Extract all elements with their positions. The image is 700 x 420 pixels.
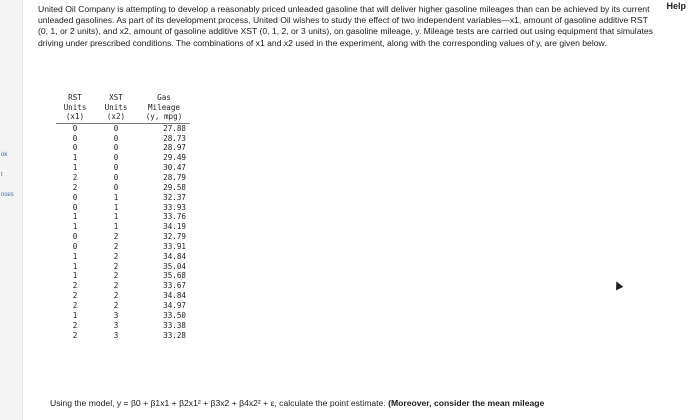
gas-header-line-1: Gas — [157, 93, 171, 102]
gas-cell: 33.28 — [163, 330, 186, 340]
rst-cell: 1 — [72, 212, 78, 222]
xst-cell: 2 — [113, 241, 119, 251]
xst-cell: 0 — [113, 182, 119, 192]
xst-cell: 0 — [113, 173, 119, 182]
rst-cell: 1 — [72, 261, 78, 271]
table-row — [56, 252, 190, 262]
question — [50, 398, 690, 409]
xst-cell: 3 — [113, 310, 119, 320]
question-bold-text: (Moreover, consider the mean mileage — [388, 398, 545, 408]
rst-header-line-2: Units — [63, 102, 87, 112]
gas-cell: 28.73 — [163, 133, 186, 143]
xst-cell: 1 — [113, 202, 119, 212]
gas-header-line-2: Mileage — [147, 102, 180, 112]
xst-header — [94, 93, 138, 123]
rst-cell: 0 — [72, 123, 78, 133]
table-row — [56, 242, 190, 252]
gas-cell: 29.49 — [163, 153, 186, 163]
gas-cell: 29.58 — [163, 182, 186, 192]
sidebar-item-2[interactable]: t — [1, 172, 3, 178]
table-row — [56, 193, 190, 203]
gas-header-line-3: (y, mpg) — [145, 112, 183, 122]
gas-cell: 28.79 — [163, 173, 186, 182]
table-row — [56, 203, 190, 213]
gas-cell: 34.97 — [163, 300, 186, 310]
rst-cell: 2 — [72, 182, 78, 192]
rst-cell: 2 — [72, 281, 78, 291]
gas-cell: 32.37 — [163, 192, 186, 202]
xst-header-line-3: (x2) — [106, 112, 126, 122]
xst-header-line-2: Units — [104, 102, 128, 112]
rst-cell: 1 — [72, 163, 78, 173]
table-row — [56, 281, 190, 291]
xst-cell: 2 — [113, 251, 119, 261]
table-row — [56, 232, 190, 242]
mouse-cursor-icon — [613, 280, 624, 291]
gas-cell: 33.67 — [163, 281, 186, 291]
table-row — [56, 331, 190, 341]
table-row — [56, 311, 190, 321]
table-body — [56, 123, 190, 340]
gas-cell: 27.88 — [163, 123, 186, 133]
table-row — [56, 321, 190, 331]
xst-cell: 2 — [113, 232, 119, 242]
gas-cell: 33.76 — [163, 212, 186, 222]
rst-header — [56, 93, 94, 123]
gas-cell: 34.84 — [163, 251, 186, 261]
gas-cell: 35.68 — [163, 271, 186, 281]
rst-cell: 1 — [72, 153, 78, 163]
gas-cell: 34.19 — [163, 222, 186, 232]
rst-cell: 1 — [72, 271, 78, 281]
rst-cell: 2 — [72, 173, 78, 182]
xst-cell: 1 — [113, 192, 119, 202]
sidebar-item-3[interactable]: nces — [1, 192, 14, 198]
table-row — [56, 212, 190, 222]
rst-cell: 1 — [72, 251, 78, 261]
help-edge-icon — [694, 1, 700, 13]
gas-header — [138, 93, 190, 123]
table-row — [56, 134, 190, 144]
xst-cell: 2 — [113, 300, 119, 310]
rst-cell: 1 — [72, 222, 78, 232]
rst-cell: 0 — [72, 232, 78, 242]
gas-cell: 33.93 — [163, 202, 186, 212]
xst-cell: 2 — [113, 281, 119, 291]
gas-cell: 30.47 — [163, 163, 186, 173]
xst-cell: 0 — [113, 153, 119, 163]
left-sidebar — [0, 0, 23, 420]
rst-cell: 0 — [72, 133, 78, 143]
rst-header-line-3: (x1) — [65, 112, 85, 122]
table-row — [56, 262, 190, 272]
table-row — [56, 173, 190, 183]
table-row — [56, 123, 190, 133]
data-table — [56, 93, 190, 340]
gas-cell: 28.97 — [163, 143, 186, 153]
table-row — [56, 183, 190, 193]
table-row — [56, 271, 190, 281]
table-row — [56, 301, 190, 311]
table-row — [56, 153, 190, 163]
rst-cell: 2 — [72, 320, 78, 330]
table-header-row — [56, 93, 190, 123]
gas-cell: 34.84 — [163, 291, 186, 301]
xst-cell: 1 — [113, 212, 119, 222]
question-text: Using the model, y = β0 + β1x1 + β2x1² + β3x2 + β4x2² + ε, calculate the point estimate. — [50, 398, 386, 408]
help-link[interactable]: Help — [666, 1, 686, 11]
rst-cell: 0 — [72, 241, 78, 251]
rst-cell: 0 — [72, 192, 78, 202]
xst-cell: 0 — [113, 143, 119, 153]
xst-cell: 0 — [113, 163, 119, 173]
gas-cell: 33.91 — [163, 241, 186, 251]
xst-cell: 3 — [113, 320, 119, 330]
xst-cell: 2 — [113, 291, 119, 301]
rst-cell: 1 — [72, 310, 78, 320]
xst-cell: 2 — [113, 271, 119, 281]
gas-cell: 32.79 — [163, 232, 186, 242]
xst-cell: 3 — [113, 330, 119, 340]
table-row — [56, 291, 190, 301]
table-row — [56, 222, 190, 232]
rst-header-line-1: RST — [68, 93, 82, 102]
sidebar-item-1[interactable]: ok — [1, 152, 8, 158]
xst-cell: 0 — [113, 133, 119, 143]
rst-cell: 0 — [72, 143, 78, 153]
rst-cell: 2 — [72, 300, 78, 310]
table-row — [56, 143, 190, 153]
problem-text: United Oil Company is attempting to develop a reasonably priced unleaded gasoline that will deliver higher gasoline mileages than can be achieved by its current unleaded gasolines. As part of its development process, United Oil wishes to study the effect of two independent variables—x1, amount of gasoline additive RST (0, 1, or 2 units), and x2, amount of gasoline additive XST (0, 1, 2, or 3 units), on gasoline mileage, y. Mileage tests are carried out using equipment that simulates driving under prescribed conditions. The combinations of x1 and x2 used in the experiment, along with the corresponding values of y, are given below. — [38, 4, 653, 48]
xst-header-line-1: XST — [109, 93, 123, 102]
rst-cell: 2 — [72, 291, 78, 301]
gas-cell: 33.50 — [163, 310, 186, 320]
table-row — [56, 163, 190, 173]
rst-cell: 2 — [72, 330, 78, 340]
gas-cell: 35.04 — [163, 261, 186, 271]
rst-cell: 0 — [72, 202, 78, 212]
problem-statement — [38, 4, 658, 49]
gas-cell: 33.38 — [163, 320, 186, 330]
xst-cell: 0 — [113, 123, 119, 133]
xst-cell: 2 — [113, 261, 119, 271]
xst-cell: 1 — [113, 222, 119, 232]
